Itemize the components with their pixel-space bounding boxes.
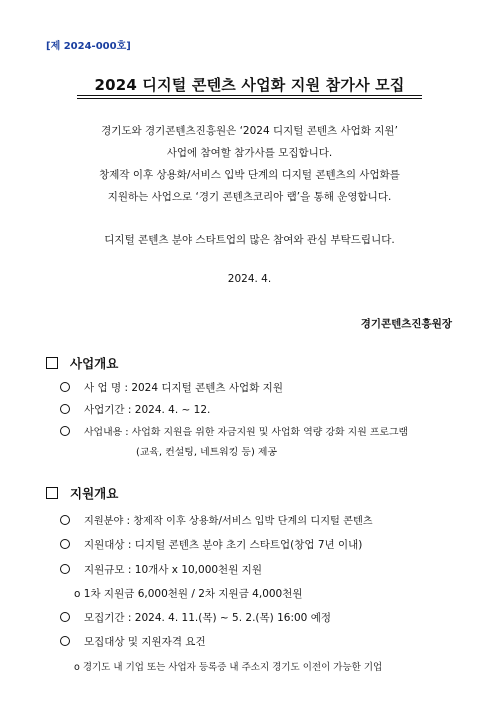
circle-bullet-icon: [60, 382, 70, 392]
support-item-scale: [60, 562, 262, 577]
item-text: 지원분야 : 창제작 이후 상용화/서비스 입박 단계의 디지털 콘텐츠: [84, 516, 373, 527]
section-heading-overview: [46, 354, 118, 372]
notice-date: 2024. 4.: [227, 273, 272, 285]
support-item-target: [60, 537, 362, 552]
overview-item-name: [60, 380, 283, 395]
section-heading-support: [46, 484, 118, 502]
page-title: 2024 디지털 콘텐츠 사업화 지원 참가사 모집: [94, 76, 405, 94]
square-bullet-icon: [46, 357, 58, 369]
item-text: 지원규모 : 10개사 x 10,000천원 지원: [84, 564, 262, 576]
item-text: 사업기간 : 2024. 4. ~ 12.: [84, 404, 211, 416]
intro-line-4: 지원하는 사업으로 ‘경기 콘텐츠코리아 랩’을 통해 운영합니다.: [107, 191, 392, 203]
overview-item-period: [60, 402, 210, 417]
circle-bullet-icon: [60, 539, 70, 549]
item-text: 모집대상 및 지원자격 요건: [84, 636, 206, 648]
support-item-field: [60, 512, 373, 527]
overview-item-content-cont: (교육, 컨설팅, 네트워킹 등) 제공: [136, 447, 278, 458]
circle-bullet-icon: [60, 564, 70, 574]
sender-name: 경기콘텐츠진흥원장: [360, 318, 452, 330]
square-bullet-icon: [46, 487, 58, 499]
support-sub-eligibility: o 경기도 내 기업 또는 사업자 등록증 내 주소지 경기도 이전이 가능한 기업: [74, 662, 383, 673]
support-item-eligibility: [60, 634, 206, 649]
circle-bullet-icon: [60, 612, 70, 622]
intro-line-5: 디지털 콘텐츠 분야 스타트업의 많은 참여와 관심 부탁드립니다.: [104, 234, 395, 246]
title-underline: [77, 95, 422, 96]
title-underline-second: [77, 98, 422, 99]
intro-line-3: 창제작 이후 상용화/서비스 입박 단계의 디지털 콘텐츠의 사업화를: [99, 169, 400, 181]
support-item-recruit-period: [60, 610, 331, 625]
intro-line-1: 경기도와 경기콘텐츠진흥원은 ‘2024 디지털 콘텐츠 사업화 지원’: [101, 125, 398, 137]
intro-line-2: 사업에 참여할 참가사를 모집합니다.: [166, 147, 333, 159]
item-text: 사 업 명 : 2024 디지털 콘텐츠 사업화 지원: [84, 382, 283, 394]
item-text: 모집기간 : 2024. 4. 11.(목) ~ 5. 2.(목) 16:00 예정: [84, 612, 331, 624]
item-text: 지원대상 : 디지털 콘텐츠 분야 초기 스타트업(창업 7년 이내): [84, 539, 363, 551]
circle-bullet-icon: [60, 426, 70, 436]
circle-bullet-icon: [60, 515, 70, 525]
overview-item-content: [60, 424, 408, 438]
section-title: 지원개요: [70, 486, 119, 501]
section-title: 사업개요: [70, 356, 119, 371]
document-number: [제 2024-000호]: [46, 41, 131, 52]
support-sub-scale: o 1차 지원금 6,000천원 / 2차 지원금 4,000천원: [74, 588, 303, 600]
circle-bullet-icon: [60, 404, 70, 414]
item-text: 사업내용 : 사업화 지원을 위한 자금지원 및 사업화 역량 강화 지원 프로그램: [84, 427, 409, 438]
circle-bullet-icon: [60, 636, 70, 646]
